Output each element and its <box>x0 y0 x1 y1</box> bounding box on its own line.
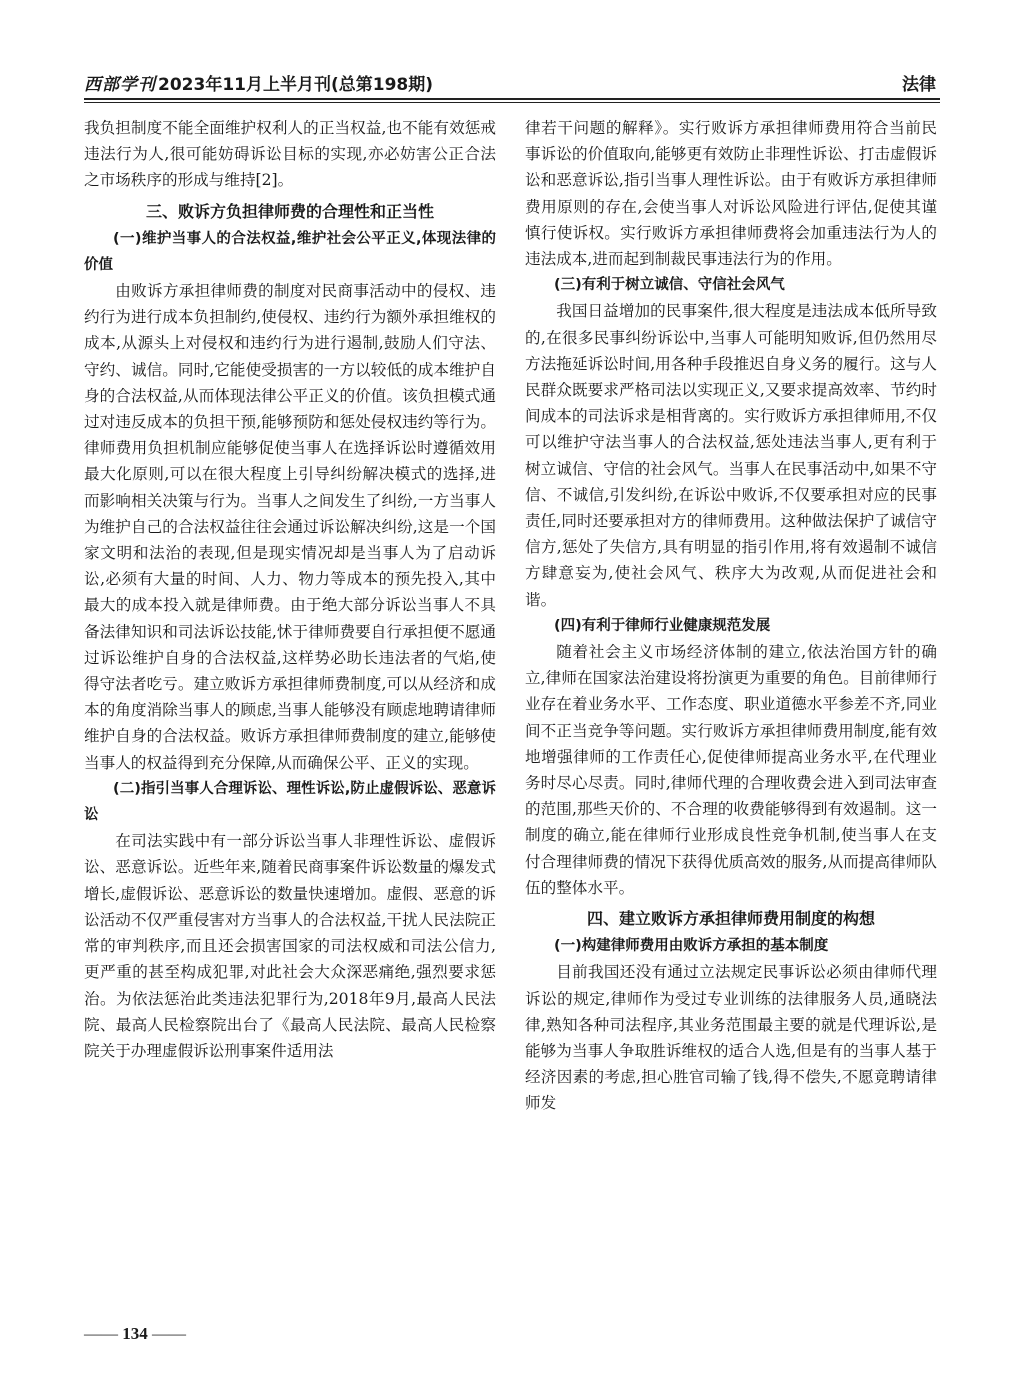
header-rule-thin <box>84 102 940 103</box>
body-paragraph: 我国日益增加的民事案件,很大程度是违法成本低所导致的,在很多民事纠纷诉讼中,当事人可能明知败诉,但仍然用尽方法拖延诉讼时间,用各种手段推迟自身义务的履行。这与人民群众既要求严格司法以实现正义,又要求提高效率、节约时间成本的司法诉求是相背离的。实行败诉方承担律师用,不仅可以维护守法当事人的合法权益,惩处违法当事人,更有利于树立诚信、守信的社会风气。当事人在民事活动中,如果不守信、不诚信,引发纠纷,在诉讼中败诉,不仅要承担对应的民事责任,同时还要承担对方的律师费用。这种做法保护了诚信守信方,惩处了失信方,具有明显的指引作用,将有效遏制不诚信方肆意妄为,使社会风气、秩序大为改观,从而促进社会和谐。 <box>525 302 937 609</box>
issue-info: 2023年11月上半月刊(总第198期) <box>158 75 433 95</box>
subsection-heading-3-2: (二)指引当事人合理诉讼、理性诉讼,防止虚假诉讼、恶意诉讼 <box>84 780 496 824</box>
page-number: 134 <box>122 1324 148 1343</box>
section-heading-four: 四、建立败诉方承担律师费用制度的构想 <box>586 909 875 929</box>
footer-dash-left: —— <box>84 1324 123 1343</box>
subsection-heading-3-1: (一)维护当事人的合法权益,维护社会公平正义,体现法律的价值 <box>84 230 496 273</box>
subsection-heading-3-4: (四)有利于律师行业健康规范发展 <box>554 617 771 634</box>
header-rule <box>84 98 940 100</box>
section-label: 法律 <box>902 75 936 95</box>
body-paragraph: 随着社会主义市场经济体制的建立,依法治国方针的确立,律师在国家法治建设将扮演更为重要的角色。目前律师行业存在着业务水平、工作态度、职业道德水平参差不齐,同业间不正当竞争等问题。实行败诉方承担律师费用制度,能有效地增强律师的工作责任心,促使律师提高业务水平,在代理业务时尽心尽责。同时,律师代理的合理收费会进入到司法审查的范围,那些天价的、不合理的收费能够得到有效遏制。这一制度的确立,能在律师行业形成良性竞争机制,使当事人在支付合理律师费的情况下获得优质高效的服务,从而提高律师队伍的整体水平。 <box>525 643 937 897</box>
journal-masthead <box>84 72 433 98</box>
subsection-heading-3-3: (三)有利于树立诚信、守信社会风气 <box>554 277 785 294</box>
subsection-heading-4-1: (一)构建律师费用由败诉方承担的基本制度 <box>554 938 829 955</box>
footer-dash-right: —— <box>147 1324 186 1343</box>
continued-paragraph: 我负担制度不能全面维护权利人的正当权益,也不能有效惩戒违法行为人,很可能妨碍诉讼目标的实现,亦必妨害公正合法之市场秩序的形成与维持[2]。 <box>84 119 496 190</box>
body-paragraph: 由败诉方承担律师费的制度对民商事活动中的侵权、违约行为进行成本负担制约,使侵权、违约行为额外承担维权的成本,从源头上对侵权和违约行为进行遏制,鼓励人们守法、守约、诚信。同时,它能使受损害的一方以较低的成本维护自身的合法权益,从而体现法律公平正义的价值。该负担模式通过对违反成本的负担干预,能够预防和惩处侵权违约等行为。律师费用负担机制应能够促使当事人在选择诉讼时遵循效用最大化原则,可以在很大程度上引导纠纷解决模式的选择,进而影响相关决策与行为。当事人之间发生了纠纷,一方当事人为维护自己的合法权益往往会通过诉讼解决纠纷,这是一个国家文明和法治的表现,但是现实情况却是当事人为了启动诉讼,必须有大量的时间、人力、物力等成本的预先投入,其中最大的成本投入就是律师费。由于绝大部分诉讼当事人不具备法律知识和司法诉讼技能,怵于律师费要自行承担便不愿通过诉讼维护自身的合法权益,这样势必助长违法者的气焰,使得守法者吃亏。建立败诉方承担律师费制度,可以从经济和成本的角度消除当事人的顾虑,当事人能够没有顾虑地聘请律师维护自身的合法权益。败诉方承担律师费制度的建立,能够使当事人的权益得到充分保障,从而确保公平、正义的实现。 <box>84 282 496 772</box>
running-header <box>84 72 940 102</box>
continued-paragraph: 律若干问题的解释》。实行败诉方承担律师费用符合当前民事诉讼的价值取向,能够更有效防止非理性诉讼、打击虚假诉讼和恶意诉讼,指引当事人理性诉讼。由于有败诉方承担律师费用原则的存在,会使当事人对诉讼风险进行评估,促使其谨慎行使诉权。实行败诉方承担律师费将会加重违法行为人的违法成本,进而起到制裁民事违法行为的作用。 <box>525 119 937 269</box>
body-paragraph: 在司法实践中有一部分诉讼当事人非理性诉讼、虚假诉讼、恶意诉讼。近些年来,随着民商事案件诉讼数量的爆发式增长,虚假诉讼、恶意诉讼的数量快速增加。虚假、恶意的诉讼活动不仅严重侵害对方当事人的合法权益,干扰人民法院正常的审判秩序,而且还会损害国家的司法权威和司法公信力,更严重的甚至构成犯罪,对此社会大众深恶痛绝,强烈要求惩治。为依法惩治此类违法犯罪行为,2018年9月,最高人民法院、最高人民检察院出台了《最高人民法院、最高人民检察院关于办理虚假诉讼刑事案件适用法 <box>84 832 496 1060</box>
body-paragraph: 目前我国还没有通过立法规定民事诉讼必须由律师代理诉讼的规定,律师作为受过专业训练的法律服务人员,通晓法律,熟知各种司法程序,其业务范围最主要的就是代理诉讼,是能够为当事人争取胜诉维权的适合人选,但是有的当事人基于经济因素的考虑,担心胜官司输了钱,得不偿失,不愿竟聘请律师发 <box>525 963 937 1113</box>
journal-logo: 西部学刊 <box>84 75 156 95</box>
left-column <box>84 115 496 1345</box>
right-column <box>525 115 937 1345</box>
page-footer <box>84 1320 186 1348</box>
section-heading-three: 三、败诉方负担律师费的合理性和正当性 <box>145 201 434 221</box>
